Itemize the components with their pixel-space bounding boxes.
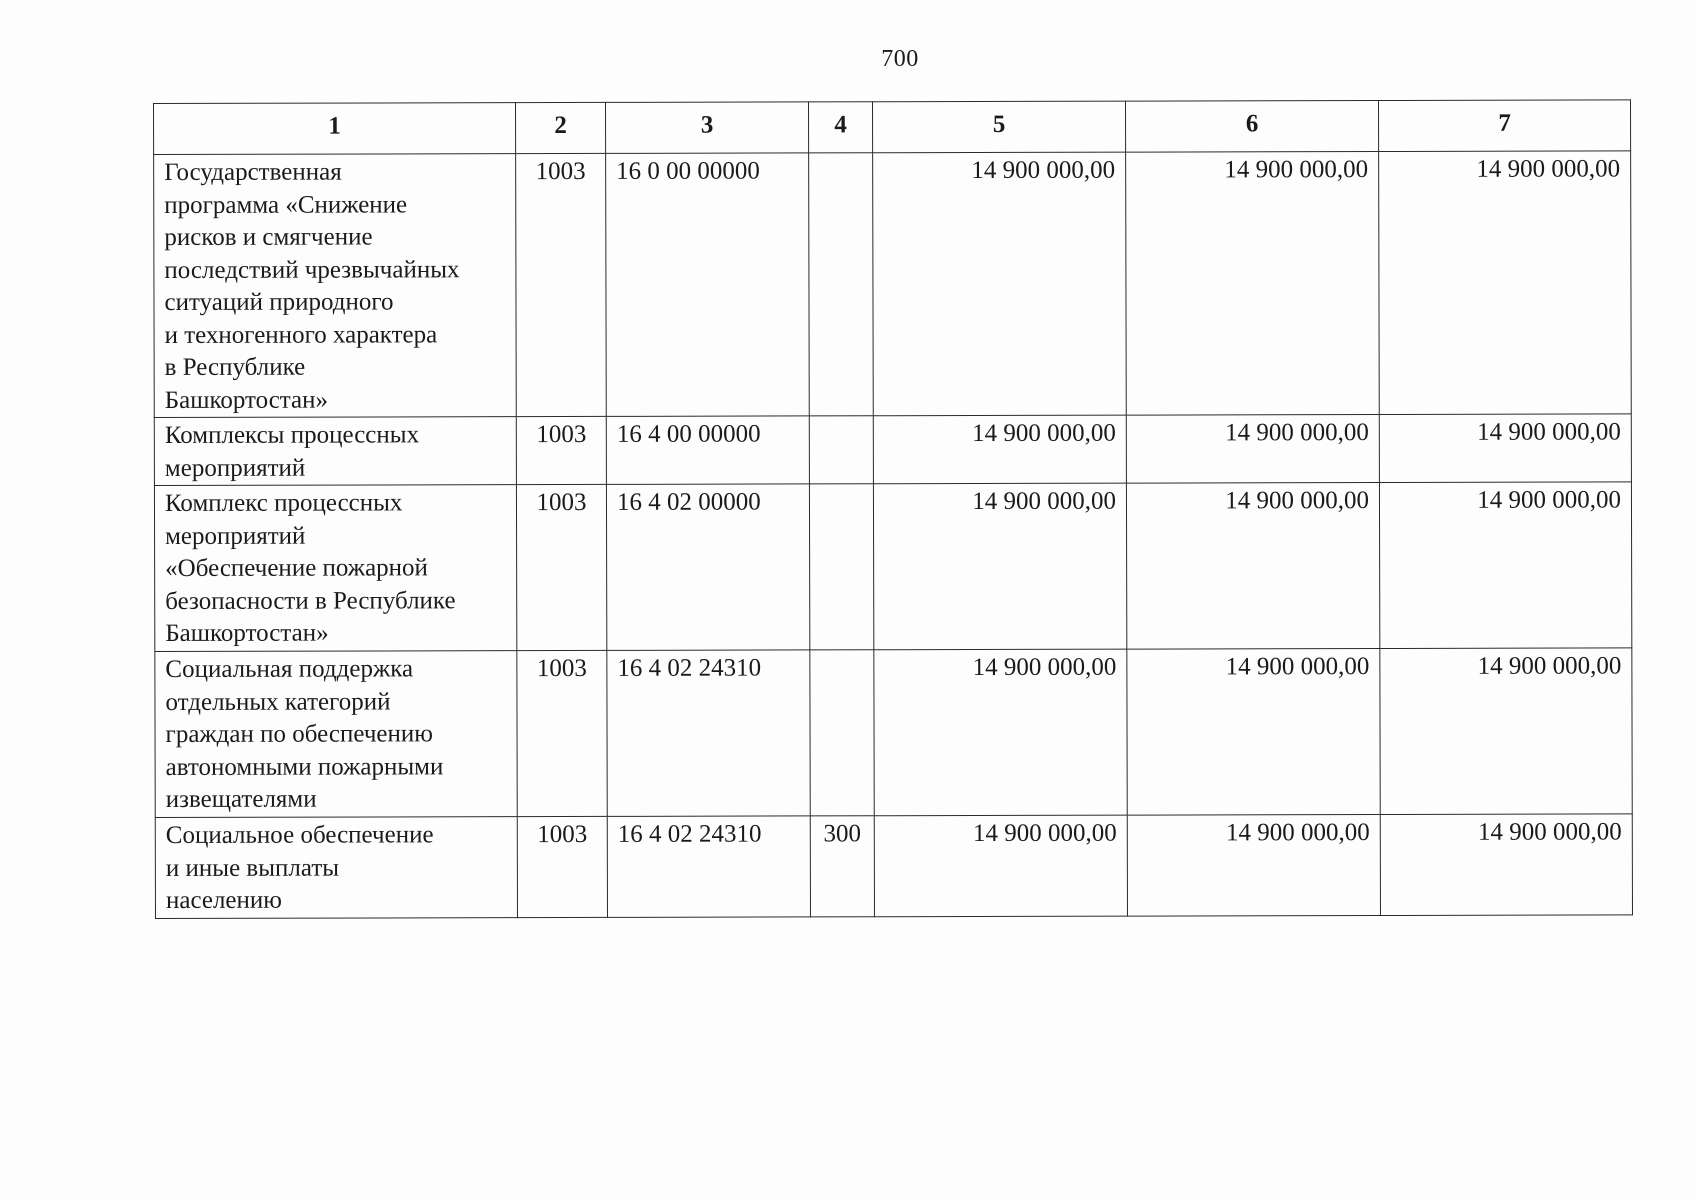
table-row — [155, 814, 1632, 918]
header-row — [154, 100, 1631, 155]
amount-col-7-cell: 14 900 000,00 — [1380, 814, 1632, 915]
section-code-cell: 1003 — [516, 484, 606, 650]
row-name-line: и иные выплаты — [165, 854, 340, 882]
row-name-line: Комплексы процессных — [164, 421, 420, 449]
row-name-line: мероприятий — [165, 522, 306, 550]
target-code-cell: 16 4 00 00000 — [606, 416, 809, 484]
target-code-cell: 16 4 02 24310 — [607, 650, 810, 816]
expense-type-cell — [809, 484, 873, 650]
row-name-line: безопасности в Республике — [165, 586, 456, 615]
amount-col-6-cell: 14 900 000,00 — [1126, 415, 1379, 484]
row-name-line: автономными пожарными — [165, 752, 444, 781]
row-name-line: Государственная — [164, 158, 342, 186]
row-name-cell — [155, 817, 517, 918]
amount-col-7-cell: 14 900 000,00 — [1379, 414, 1631, 483]
amount-col-6-cell: 14 900 000,00 — [1126, 483, 1379, 650]
row-name-line: программа «Снижение — [164, 190, 408, 219]
row-name-line: населению — [165, 886, 282, 914]
expense-type-cell — [809, 416, 873, 484]
row-name-cell — [155, 651, 517, 818]
amount-col-5-cell: 14 900 000,00 — [873, 483, 1126, 650]
row-name-cell — [154, 154, 517, 418]
row-name-line: граждан по обеспечению — [165, 720, 433, 748]
target-code-cell: 16 4 02 24310 — [607, 816, 810, 917]
row-name-line: рисков и смягчение — [164, 223, 373, 251]
row-name-line: Комплекс процессных — [164, 489, 403, 517]
row-name-line: ситуаций природного — [164, 288, 394, 316]
header-col-4: 4 — [808, 102, 872, 153]
target-code-cell: 16 4 02 00000 — [606, 484, 809, 650]
target-code-cell: 16 0 00 00000 — [606, 153, 810, 416]
header-col-5: 5 — [872, 101, 1125, 153]
amount-col-6-cell: 14 900 000,00 — [1126, 152, 1380, 416]
table-row — [155, 648, 1632, 818]
header-col-3: 3 — [605, 102, 808, 153]
header-col-6: 6 — [1125, 101, 1378, 153]
row-name-line: извещателями — [165, 785, 317, 813]
amount-col-6-cell: 14 900 000,00 — [1127, 815, 1380, 916]
section-code-cell: 1003 — [517, 816, 607, 917]
amount-col-7-cell: 14 900 000,00 — [1379, 151, 1632, 415]
row-name-cell — [154, 485, 516, 652]
budget-table — [153, 99, 1633, 918]
header-col-7: 7 — [1378, 100, 1630, 152]
amount-col-7-cell: 14 900 000,00 — [1379, 482, 1631, 649]
row-name-line: и техногенного характера — [164, 320, 438, 349]
row-name-line: в Республике — [164, 353, 306, 381]
section-code-cell: 1003 — [516, 416, 606, 484]
expense-type-cell — [809, 153, 874, 416]
row-name-line: отдельных категорий — [165, 687, 391, 716]
row-name-cell — [154, 417, 516, 486]
row-name-line: Социальная поддержка — [165, 655, 414, 683]
amount-col-5-cell: 14 900 000,00 — [873, 415, 1126, 484]
amount-col-7-cell: 14 900 000,00 — [1380, 648, 1632, 815]
section-code-cell: 1003 — [516, 153, 607, 416]
row-name-line: Башкортостан» — [165, 619, 329, 647]
row-name-line: последствий чрезвычайных — [164, 255, 460, 284]
row-name-line: Социальное обеспечение — [165, 821, 434, 849]
page-number: 700 — [881, 46, 919, 72]
table-row — [154, 151, 1632, 418]
expense-type-cell — [810, 650, 874, 816]
section-code-cell: 1003 — [517, 650, 607, 816]
header-col-1: 1 — [154, 103, 516, 155]
amount-col-6-cell: 14 900 000,00 — [1127, 649, 1380, 816]
amount-col-5-cell: 14 900 000,00 — [874, 815, 1127, 916]
amount-col-5-cell: 14 900 000,00 — [874, 649, 1127, 816]
table-row — [154, 482, 1631, 652]
header-col-2: 2 — [516, 102, 606, 153]
row-name-line: мероприятий — [164, 454, 306, 482]
row-name-line: Башкортостан» — [164, 386, 329, 414]
amount-col-5-cell: 14 900 000,00 — [873, 152, 1127, 416]
table-row — [154, 414, 1631, 486]
expense-type-cell: 300 — [810, 816, 874, 917]
row-name-line: «Обеспечение пожарной — [165, 554, 428, 582]
